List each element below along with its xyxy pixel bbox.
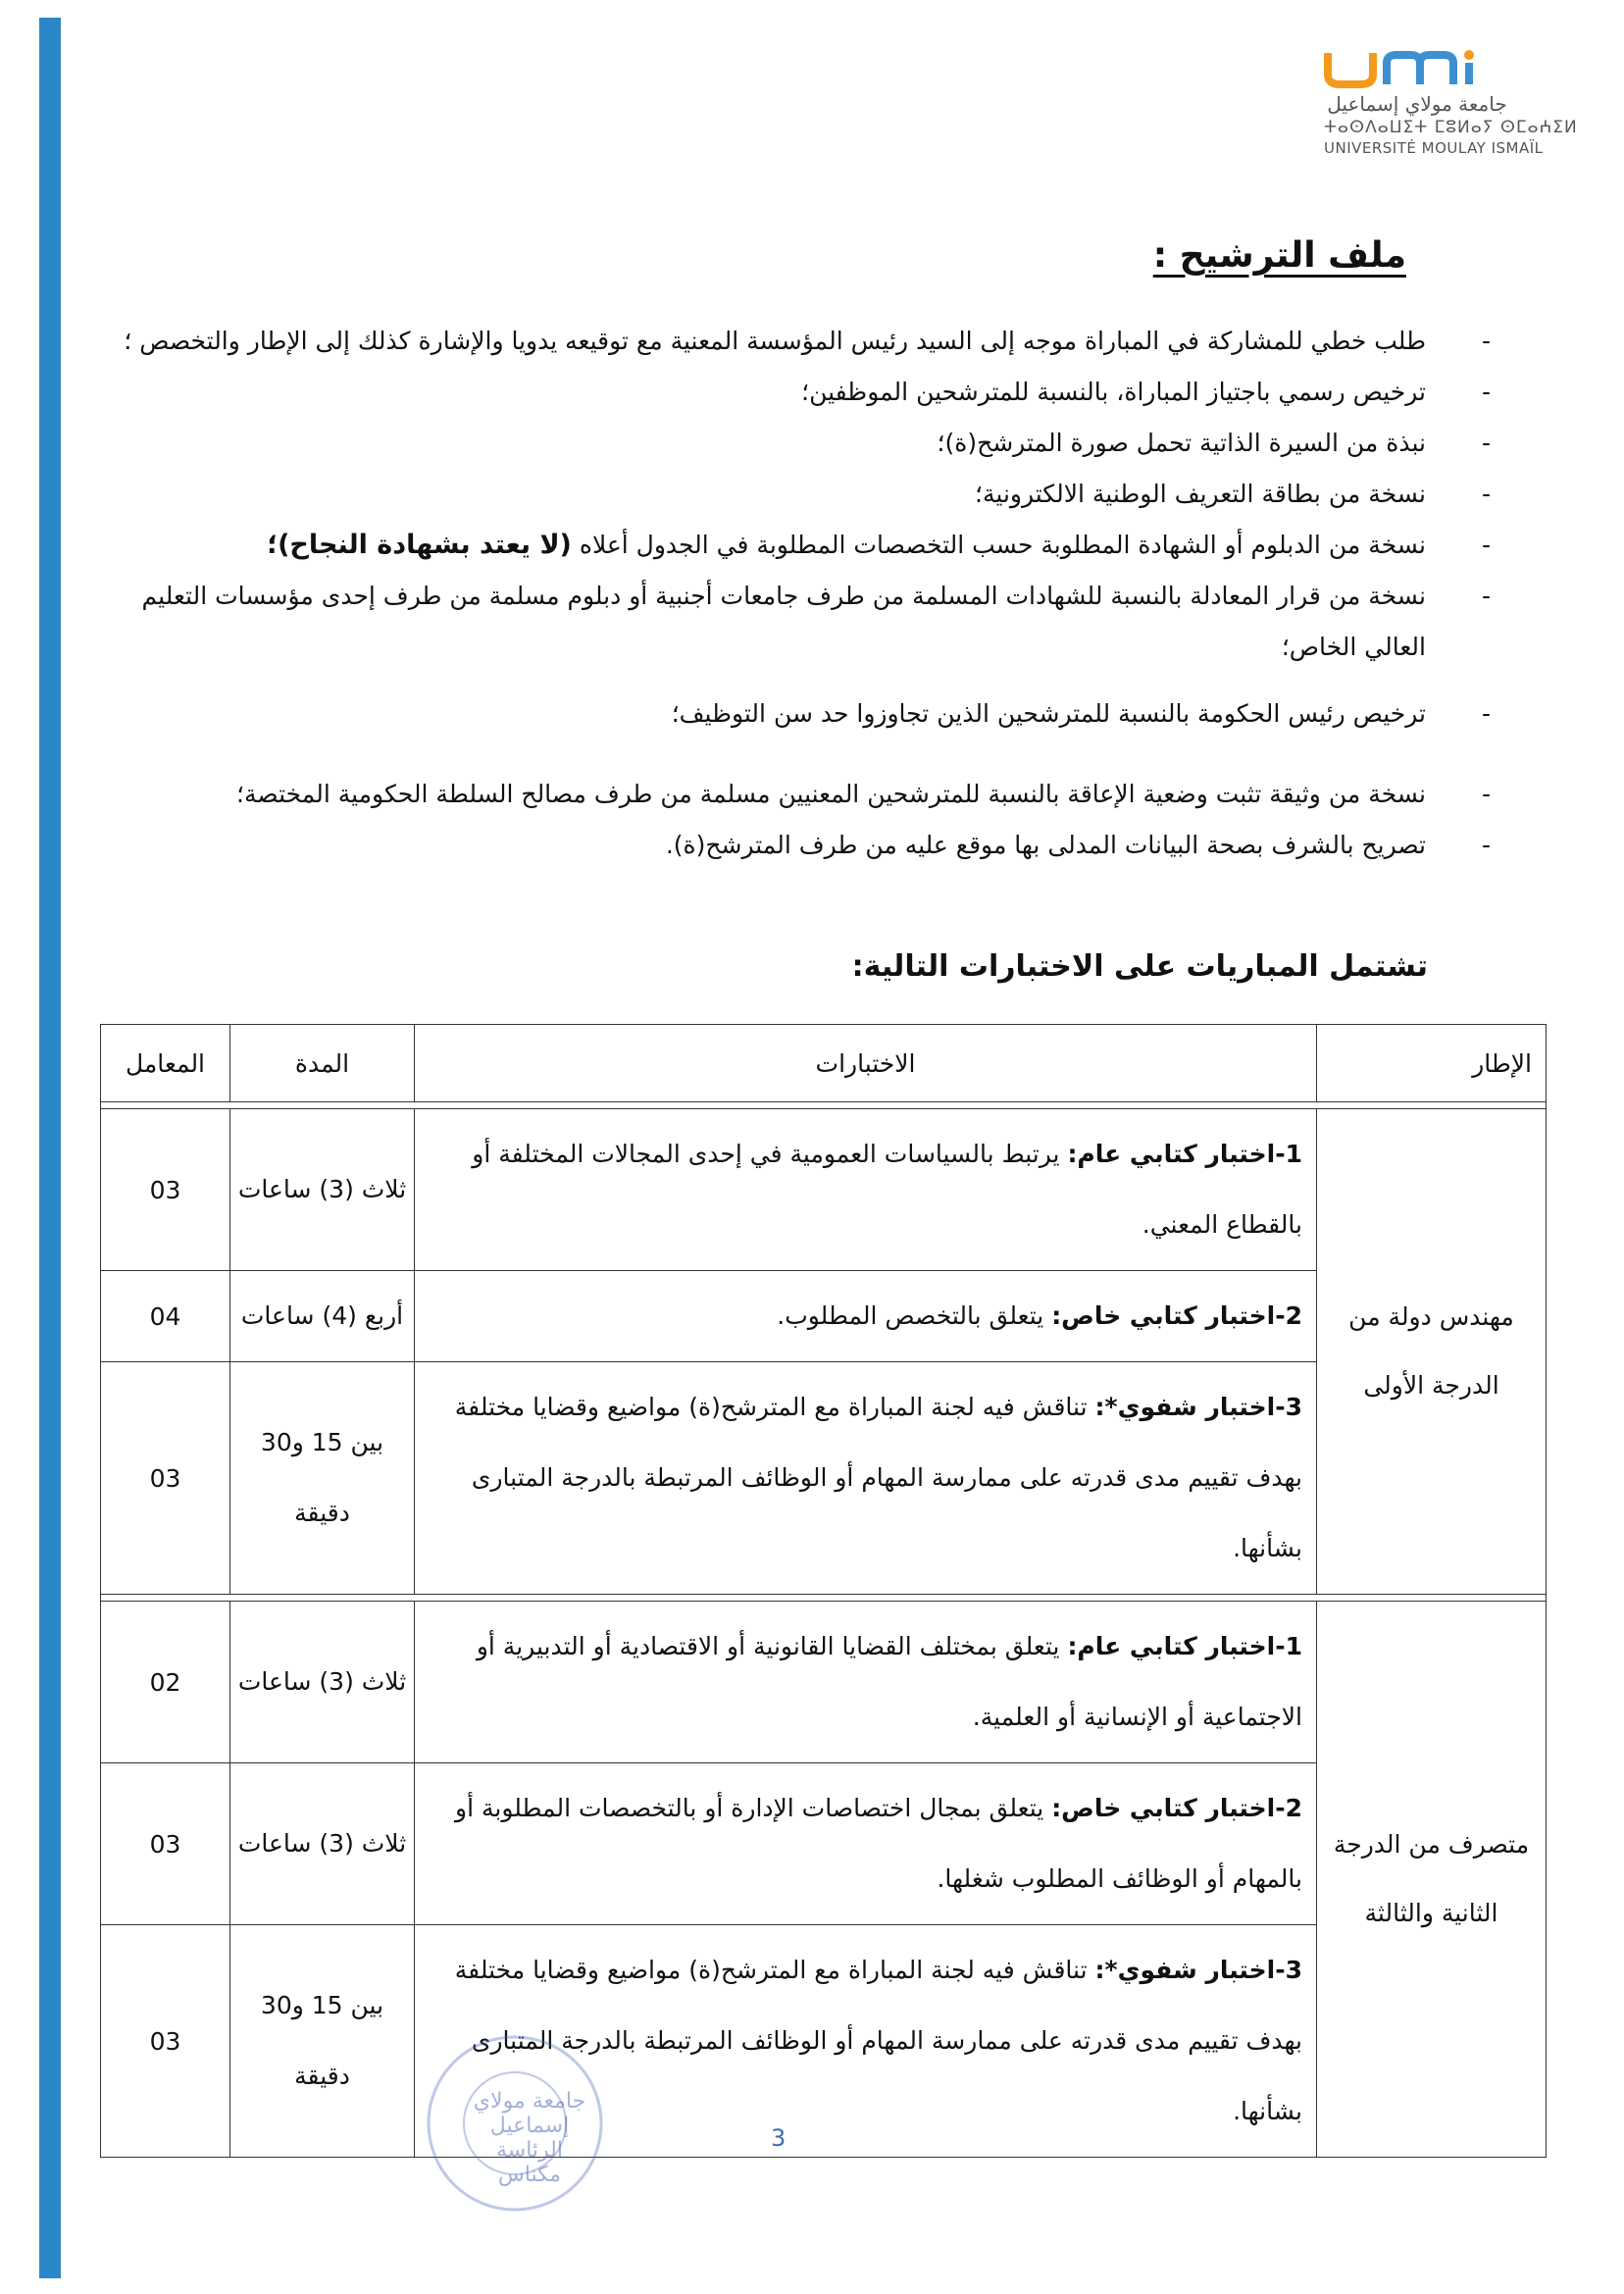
logo-arabic-text: جامعة مولاي إسماعيل	[1327, 92, 1507, 116]
list-item: - نسخة من قرار المعادلة بالنسبة للشهادات المسلمة من طرف جامعات أجنبية أو دبلوم مسلمة من طرف إحدى مؤسسات التعليم العالي الخاص؛	[98, 571, 1491, 673]
test-label: 3-اختبار شفوي*:	[1094, 1393, 1302, 1421]
test-cell	[415, 1109, 1317, 1271]
test-text: يتعلق بمختلف القضايا القانونية أو الاقتصادية أو التدبيرية أو الاجتماعية أو الإنسانية أو العلمية.	[476, 1632, 1302, 1731]
exams-table	[100, 1024, 1547, 2158]
header-cadre: الإطار	[1317, 1025, 1547, 1102]
test-text: تناقش فيه لجنة المباراة مع المترشح(ة) مواضيع وقضايا مختلفة بهدف تقييم مدى قدرته على ممارسة المهام أو الوظائف المرتبطة بالدرجة المتبارى بشأنها.	[454, 1393, 1302, 1562]
list-item: - نسخة من بطاقة التعريف الوطنية الالكترونية؛	[98, 469, 1491, 520]
list-item: - نسخة من وثيقة تثبت وضعية الإعاقة بالنسبة للمترشحين المعنيين مسلمة من طرف مصالح السلطة الحكومية المختصة؛	[98, 769, 1491, 820]
coef-cell: 03	[101, 1763, 230, 1925]
coef-cell: 02	[101, 1602, 230, 1763]
test-label: 2-اختبار كتابي خاص:	[1051, 1794, 1302, 1822]
requirements-list	[98, 316, 1491, 871]
header-tests: الاختبارات	[415, 1025, 1317, 1102]
coef-cell: 04	[101, 1271, 230, 1362]
list-item: - نبذة من السيرة الذاتية تحمل صورة المترشح(ة)؛	[98, 418, 1491, 469]
test-cell	[415, 1271, 1317, 1362]
table-spacer	[101, 1102, 1547, 1109]
stamp-text: جامعة مولاي إسماعيل الرئاسة مكناس	[473, 2089, 586, 2187]
header-duration: المدة	[230, 1025, 415, 1102]
duration-cell: ثلاث (3) ساعات	[230, 1763, 415, 1925]
umi-logo-mark	[1318, 49, 1514, 88]
test-cell	[415, 1362, 1317, 1595]
coef-cell: 03	[101, 1925, 230, 2158]
cadre-cell: مهندس دولة من الدرجة الأولى	[1317, 1109, 1547, 1595]
left-accent-bar	[39, 18, 61, 2278]
test-cell	[415, 1763, 1317, 1925]
list-item: - ترخيص رسمي باجتياز المباراة، بالنسبة للمترشحين الموظفين؛	[98, 367, 1491, 418]
duration-cell: بين 15 و30 دقيقة	[230, 1362, 415, 1595]
page-number: 3	[771, 2124, 787, 2152]
coef-cell: 03	[101, 1109, 230, 1271]
test-text: يتعلق بالتخصص المطلوب.	[777, 1301, 1044, 1330]
university-logo	[1318, 49, 1578, 162]
test-text: تناقش فيه لجنة المباراة مع المترشح(ة) مواضيع وقضايا مختلفة بهدف تقييم مدى قدرته على ممارسة المهام أو الوظائف المرتبطة بالدرجة المتبارى بشأنها.	[454, 1956, 1302, 2125]
list-item: - ترخيص رئيس الحكومة بالنسبة للمترشحين الذين تجاوزوا حد سن التوظيف؛	[98, 688, 1491, 739]
test-text: يتعلق بمجال اختصاصات الإدارة أو بالتخصصات المطلوبة أو بالمهام أو الوظائف المطلوب شغلها.	[455, 1794, 1302, 1893]
test-label: 1-اختبار كتابي عام:	[1067, 1632, 1302, 1660]
list-item: - تصريح بالشرف بصحة البيانات المدلى بها موقع عليه من طرف المترشح(ة).	[98, 820, 1491, 871]
spacer-cell	[101, 1595, 1547, 1602]
duration-cell: أربع (4) ساعات	[230, 1271, 415, 1362]
spacer-cell	[101, 1102, 1547, 1109]
emphasis-text: (لا يعتد بشهادة النجاح)؛	[267, 530, 572, 560]
exams-subtitle: تشتمل المباريات على الاختبارات التالية:	[851, 949, 1428, 984]
test-label: 3-اختبار شفوي*:	[1094, 1956, 1302, 1984]
coef-cell: 03	[101, 1362, 230, 1595]
test-label: 1-اختبار كتابي عام:	[1067, 1140, 1302, 1168]
duration-cell: ثلاث (3) ساعات	[230, 1109, 415, 1271]
header-coef: المعامل	[101, 1025, 230, 1102]
test-cell	[415, 1602, 1317, 1763]
list-item: - طلب خطي للمشاركة في المباراة موجه إلى السيد رئيس المؤسسة المعنية مع توقيعه يدويا والإشارة كذلك إلى الإطار والتخصص ؛	[98, 316, 1491, 367]
test-label: 2-اختبار كتابي خاص:	[1051, 1301, 1302, 1330]
table-header-row	[101, 1025, 1547, 1102]
cadre-cell: متصرف من الدرجة الثانية والثالثة	[1317, 1602, 1547, 2158]
duration-cell: بين 15 و30 دقيقة	[230, 1925, 415, 2158]
logo-tifinagh-text: ⵜⴰⵙⴷⴰⵡⵉⵜ ⵎⵓⵍⴰⵢ ⵙⵎⴰⵄⵉⵍ	[1324, 118, 1578, 137]
list-item-text: نسخة من الدبلوم أو الشهادة المطلوبة حسب التخصصات المطلوبة في الجدول أعلاه	[579, 531, 1426, 559]
section-title: ملف الترشيح :	[1152, 235, 1406, 276]
logo-french-text: UNIVERSITÉ MOULAY ISMAÏL	[1324, 139, 1544, 157]
table-row	[101, 1602, 1547, 1763]
table-row	[101, 1109, 1547, 1271]
table-spacer	[101, 1595, 1547, 1602]
duration-cell: ثلاث (3) ساعات	[230, 1602, 415, 1763]
test-text: يرتبط بالسياسات العمومية في إحدى المجالات المختلفة أو بالقطاع المعني.	[472, 1140, 1302, 1239]
list-item	[98, 520, 1491, 571]
